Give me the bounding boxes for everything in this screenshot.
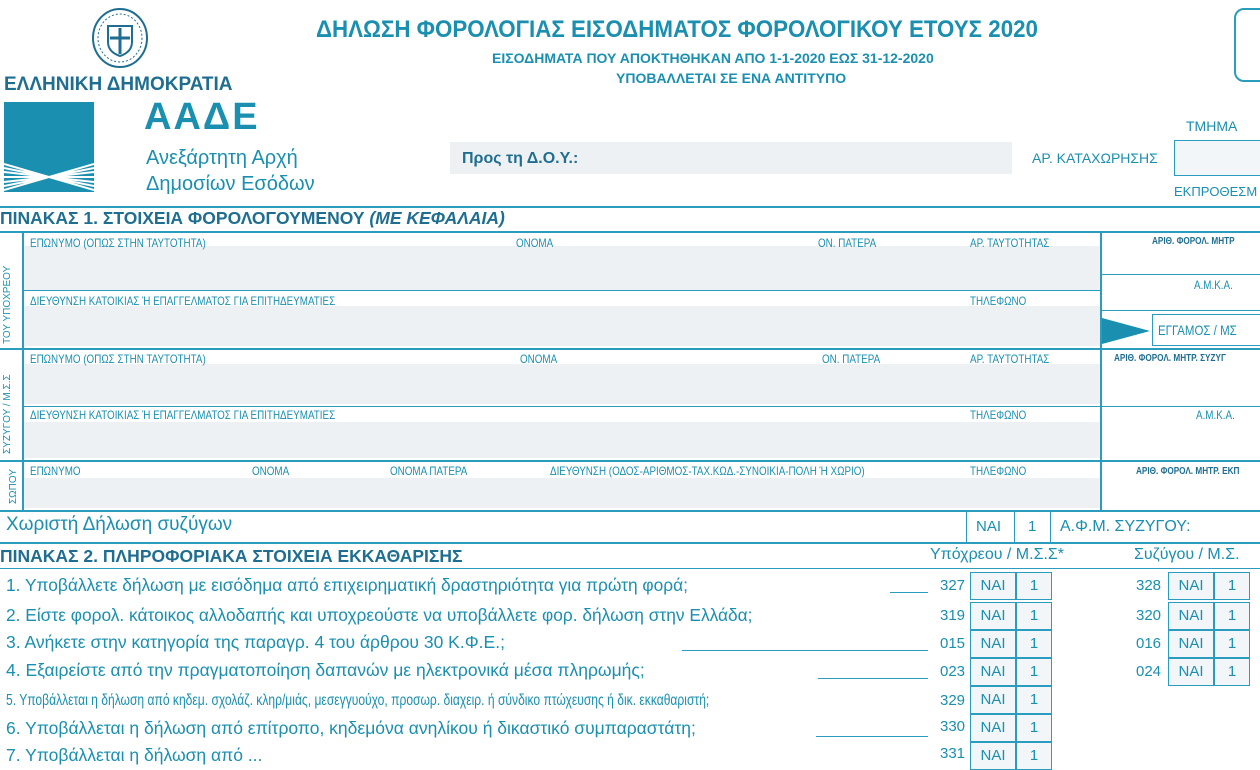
box-4-taxpayer[interactable]: 1 (1016, 658, 1052, 686)
question-4: 4. Εξαιρείστε από την πραγματοποίηση δαπανών με ηλεκτρονικά μέσα πληρωμής; (6, 660, 645, 680)
box-2-spouse[interactable]: 1 (1214, 602, 1250, 630)
field-address-label: ΔΙΕΥΘΥΝΣΗ ΚΑΤΟΙΚΙΑΣ Ή ΕΠΑΓΓΕΛΜΑΤΟΣ ΓΙΑ ΕΠΙΤΗΔΕΥΜΑΤΙΕΣ (30, 294, 336, 308)
spouse-id-label: ΑΡ. ΤΑΥΤΟΤΗΤΑΣ (970, 352, 1050, 366)
code-6-taxpayer: 330 (940, 718, 966, 735)
table1-title-text: ΠΙΝΑΚΑΣ 1. ΣΤΟΙΧΕΙΑ ΦΟΡΟΛΟΓΟΥΜΕΝΟΥ (0, 208, 365, 228)
spouse-father-label: ΟΝ. ΠΑΤΕΡΑ (822, 352, 881, 366)
spouse-address-label: ΔΙΕΥΘΥΝΣΗ ΚΑΤΟΙΚΙΑΣ Ή ΕΠΑΓΓΕΛΜΑΤΟΣ ΓΙΑ ΕΠΙΤΗΔΕΥΜΑΤΙΕΣ (30, 408, 336, 422)
registration-label: ΑΡ. ΚΑΤΑΧΩΡΗΣΗΣ (1032, 150, 1158, 166)
table2-title: ΠΙΝΑΚΑΣ 2. ΠΛΗΡΟΦΟΡΙΑΚΑ ΣΤΟΙΧΕΙΑ ΕΚΚΑΘΑΡΙΣΗΣ (0, 546, 463, 566)
side-label-taxpayer: ΤΟΥ ΥΠΟΧΡΕΟΥ (2, 265, 13, 344)
code-4-taxpayer: 023 (940, 663, 966, 680)
question-2: 2. Είστε φορολ. κάτοικος αλλοδαπής και υποχρεούστε να υποβάλλετε φορ. δήλωση στην Ελλάδα; (6, 605, 753, 625)
rep-address-label: ΔΙΕΥΘΥΝΣΗ (ΟΔΟΣ-ΑΡΙΘΜΟΣ-ΤΑΧ.ΚΩΔ.-ΣΥΝΟΙΚΙΑ-ΠΟΛΗ Ή ΧΩΡΙΟ) (550, 464, 865, 478)
agency-logo-text: ΑΑΔΕ (144, 96, 260, 138)
yes-3-spouse[interactable]: ΝΑΙ (1168, 630, 1214, 658)
box-3-taxpayer[interactable]: 1 (1016, 630, 1052, 658)
question-5: 5. Υποβάλλεται η δήλωση από κηδεμ. σχολάζ. κληρ/μιάς, μεσεγγυούχο, προσωρ. διαχειρ. ή σύνδικο πτώχευσης ή δικ. εκκαθαριστή; (6, 692, 710, 709)
code-3-spouse: 016 (1136, 635, 1162, 652)
spouse-afm-inline-label: Α.Φ.Μ. ΣΥΖΥΓΟΥ: (1060, 518, 1191, 535)
field-name-label: ΟΝΟΜΑ (516, 236, 554, 250)
rep-name-label: ΟΝΟΜΑ (252, 464, 290, 478)
doy-label: Προς τη Δ.Ο.Υ.: (462, 150, 579, 167)
table1-title-caps-note: (ΜΕ ΚΕΦΑΛΑΙΑ) (369, 208, 505, 228)
box-2-taxpayer[interactable]: 1 (1016, 602, 1052, 630)
spouse-name-label: ΟΝΟΜΑ (520, 352, 558, 366)
question-7: 7. Υποβάλλεται η δήλωση από ... (6, 745, 263, 765)
agency-line-2: Δημοσίων Εσόδων (146, 173, 315, 195)
code-4-spouse: 024 (1136, 663, 1162, 680)
yes-1-spouse[interactable]: ΝΑΙ (1168, 572, 1214, 600)
box-7-taxpayer[interactable]: 1 (1016, 742, 1052, 770)
field-father-label: ΟΝ. ΠΑΤΕΡΑ (818, 236, 877, 250)
form-title: ΔΗΛΩΣΗ ΦΟΡΟΛΟΓΙΑΣ ΕΙΣΟΔΗΜΑΤΟΣ ΦΟΡΟΛΟΓΙΚΟΥ ΕΤΟΥΣ 2020 (316, 16, 1038, 43)
table1-title (0, 208, 505, 229)
coat-of-arms-icon (88, 4, 152, 70)
rep-phone-label: ΤΗΛΕΦΩΝΟ (970, 464, 1027, 478)
box-5-taxpayer[interactable]: 1 (1016, 686, 1052, 714)
yes-3-taxpayer[interactable]: ΝΑΙ (970, 630, 1016, 658)
yes-4-taxpayer[interactable]: ΝΑΙ (970, 658, 1016, 686)
box-1-spouse[interactable]: 1 (1214, 572, 1250, 600)
married-arrow-icon (1102, 316, 1152, 346)
separate-yes[interactable]: ΝΑΙ (976, 518, 1002, 535)
side-label-spouse: ΣΥΖΥΓΟΥ / Μ.Σ.Σ (2, 374, 13, 454)
question-3: 3. Ανήκετε στην κατηγορία της παραγρ. 4 του άρθρου 30 Κ.Φ.Ε.; (6, 632, 505, 652)
late-label: ΕΚΠΡΟΘΕΣΜ (1174, 184, 1258, 199)
yes-2-taxpayer[interactable]: ΝΑΙ (970, 602, 1016, 630)
code-5-taxpayer: 329 (940, 692, 966, 709)
agency-line-1: Ανεξάρτητη Αρχή (146, 147, 298, 169)
field-amka-label: Α.Μ.Κ.Α. (1194, 278, 1233, 292)
spouse-surname-label: ΕΠΩΝΥΜΟ (ΟΠΩΣ ΣΤΗΝ ΤΑΥΤΟΤΗΤΑ) (30, 352, 206, 366)
table2-col-spouse: Συζύγου / Μ.Σ. (1134, 546, 1240, 563)
field-phone-label: ΤΗΛΕΦΩΝΟ (970, 294, 1027, 308)
yes-4-spouse[interactable]: ΝΑΙ (1168, 658, 1214, 686)
field-surname-label: ΕΠΩΝΥΜΟ (ΟΠΩΣ ΣΤΗΝ ΤΑΥΤΟΤΗΤΑ) (30, 236, 206, 250)
registration-field[interactable] (1174, 140, 1260, 176)
box-4-spouse[interactable]: 1 (1214, 658, 1250, 686)
yes-6-taxpayer[interactable]: ΝΑΙ (970, 714, 1016, 742)
yes-2-spouse[interactable]: ΝΑΙ (1168, 602, 1214, 630)
corner-box (1234, 8, 1260, 82)
code-2-spouse: 320 (1136, 607, 1162, 624)
field-afm-label: ΑΡΙΘ. ΦΟΡΟΛ. ΜΗΤΡ (1152, 236, 1235, 247)
spouse-amka-label: Α.Μ.Κ.Α. (1196, 408, 1235, 422)
code-3-taxpayer: 015 (940, 635, 966, 652)
code-2-taxpayer: 319 (940, 607, 966, 624)
form-subtitle-period: ΕΙΣΟΔΗΜΑΤΑ ΠΟΥ ΑΠΟΚΤΗΘΗΚΑΝ ΑΠΟ 1-1-2020 ΕΩΣ 31-12-2020 (492, 50, 934, 66)
country-name: ΕΛΛΗΝΙΚΗ ΔΗΜΟΚΡΑΤΙΑ (4, 74, 233, 95)
field-married-label: ΕΓΓΑΜΟΣ / ΜΣ (1158, 322, 1237, 338)
box-6-taxpayer[interactable]: 1 (1016, 714, 1052, 742)
separate-declaration-label: Χωριστή Δήλωση συζύγων (6, 514, 233, 535)
code-1-taxpayer: 327 (940, 577, 966, 594)
box-3-spouse[interactable]: 1 (1214, 630, 1250, 658)
form-subtitle-copies: ΥΠΟΒΑΛΛΕΤΑΙ ΣΕ ΕΝΑ ΑΝΤΙΤΥΠΟ (616, 70, 847, 86)
rep-father-label: ΟΝΟΜΑ ΠΑΤΕΡΑ (390, 464, 468, 478)
tmima-label: ΤΜΗΜΑ (1186, 118, 1238, 134)
side-label-rep: ΣΩΠΟΥ (8, 468, 19, 504)
rep-surname-label: ΕΠΩΝΥΜΟ (30, 464, 81, 478)
code-1-spouse: 328 (1136, 577, 1162, 594)
rep-afm-label: ΑΡΙΘ. ΦΟΡΟΛ. ΜΗΤΡ. ΕΚΠ (1136, 466, 1240, 477)
question-6: 6. Υποβάλλεται η δήλωση από επίτροπο, κηδεμόνα ανηλίκου ή δικαστικό συμπαραστάτη; (6, 718, 696, 738)
question-1: 1. Υποβάλλετε δήλωση με εισόδημα από επιχειρηματική δραστηριότητα για πρώτη φορά; (6, 575, 688, 595)
spouse-afm-label: ΑΡΙΘ. ΦΟΡΟΛ. ΜΗΤΡ. ΣΥΖΥΓ (1114, 353, 1226, 364)
yes-7-taxpayer[interactable]: ΝΑΙ (970, 742, 1016, 770)
separate-box[interactable]: 1 (1028, 518, 1037, 535)
field-id-label: ΑΡ. ΤΑΥΤΟΤΗΤΑΣ (970, 236, 1050, 250)
box-1-taxpayer[interactable]: 1 (1016, 572, 1052, 600)
table2-col-taxpayer: Υπόχρεου / Μ.Σ.Σ* (930, 546, 1065, 563)
aade-logo-icon (4, 102, 94, 192)
yes-1-taxpayer[interactable]: ΝΑΙ (970, 572, 1016, 600)
code-7-taxpayer: 331 (940, 745, 966, 762)
spouse-phone-label: ΤΗΛΕΦΩΝΟ (970, 408, 1027, 422)
yes-5-taxpayer[interactable]: ΝΑΙ (970, 686, 1016, 714)
